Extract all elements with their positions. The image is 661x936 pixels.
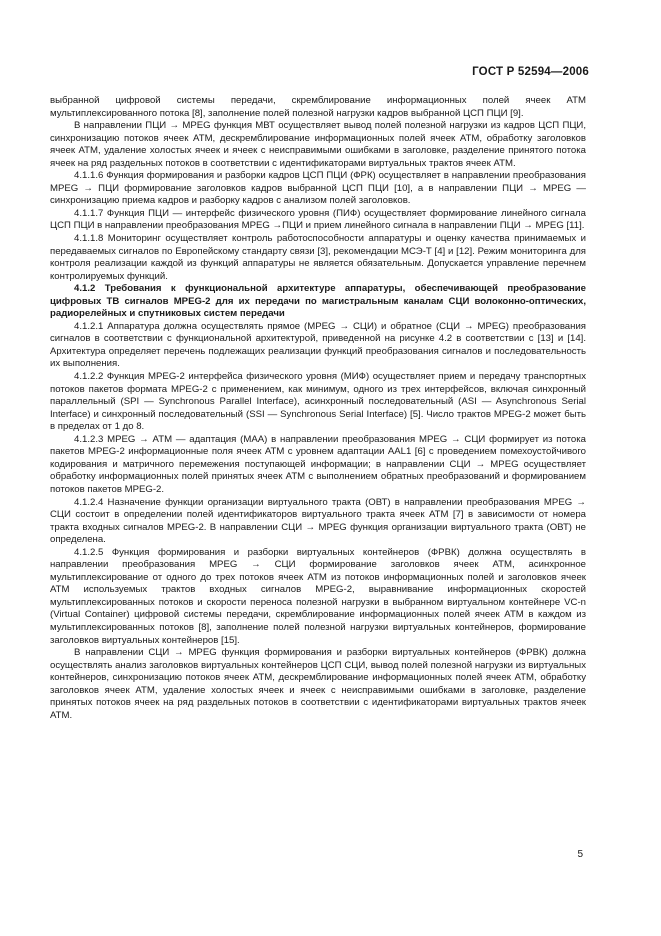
paragraph-4-1-2-3: 4.1.2.3 MPEG → АТМ — адаптация (МАА) в направлении преобразования MPEG → СЦИ формирует из потока пакетов MPEG-2 информационные поля ячеек АТМ с уровнем адаптации AAL1 [6] с проведением помехоустойчивого кодирования и матричного перемежения поступающей информации; в направлении СЦИ → MPEG осуществляет обработку информационных полей принятых ячеек АТМ с выполнением обратных преобразований и формированием потоков пакетов MPEG-2. [50, 433, 586, 495]
paragraph-4-1-2-1: 4.1.2.1 Аппаратура должна осуществлять прямое (MPEG → СЦИ) и обратное (СЦИ → MPEG) преобразования сигналов в соответствии с функциональной архитектурой, приведенной на рисунке 4.2 в соответствии с [13] и [14]. Архитектура определяет перечень подлежащих реализации функций преобразования сигналов и последовательность их выполнения. [50, 320, 586, 370]
paragraph-continuation: выбранной цифровой системы передачи, скремблирование информационных полей ячеек АТМ мультиплексированного потока [8], заполнение полей полезной нагрузки кадров выбранной ЦСП ПЦИ [9]. [50, 95, 586, 119]
paragraph-4-1-1-7: 4.1.1.7 Функция ПЦИ — интерфейс физического уровня (ПИФ) осуществляет формирование линейного сигнала ЦСП ПЦИ в направлении преобразования MPEG →ПЦИ и прием линейного сигнала в направлении ПЦИ → MPEG [11]. [50, 207, 586, 232]
paragraph-pci-to-mpeg: В направлении ПЦИ → MPEG функция МВТ осуществляет вывод полей полезной нагрузки из кадров ЦСП ПЦИ, синхронизацию потоков ячеек АТМ, дескремблирование информационных полей ячеек АТМ, обработку заголовков ячеек АТМ, удаление холостых ячеек и ячеек с неисправимыми ошибками в заголовке, разделение принятого потока ячеек на ряд раздельных потоков в соответствии с идентификаторами виртуальных трактов ячеек АТМ. [50, 120, 586, 169]
standard-header: ГОСТ Р 52594—2006 [472, 66, 589, 78]
page-number: 5 [577, 849, 583, 860]
paragraph-4-1-1-8: 4.1.1.8 Мониторинг осуществляет контроль работоспособности аппаратуры и оценку качества принимаемых и передаваемых сигналов по Европейскому стандарту связи [3], рекомендации МСЭ-Т [4] и [12]. Режим мониторинга для контроля реализации каждой из функций аппаратуры не является обязательным. Допускается управление перечнем контролируемых функций. [50, 233, 586, 282]
section-heading-4-1-2: 4.1.2 Требования к функциональной архитектуре аппаратуры, обеспечивающей преобразование цифровых ТВ сигналов MPEG-2 для их передачи по магистральным каналам СЦИ волоконно-оптических, радиорелейных и спутниковых систем передачи [50, 283, 586, 320]
paragraph-4-1-2-2: 4.1.2.2 Функция MPEG-2 интерфейса физического уровня (МИФ) осуществляет прием и передачу транспортных потоков пакетов формата MPEG-2 с применением, как минимум, одного из трех интерфейсов, включая синхронный параллельный (SPI — Synchronous Parallel Interface), асинхронный последовательный (ASI — Asynchronous Serial Interface) и синхронный последовательный (SSI — Synchronous Serial Interface) [5]. Число трактов MPEG-2 может быть в пределах от 1 до 8. [50, 371, 586, 433]
paragraph-4-1-1-6: 4.1.1.6 Функция формирования и разборки кадров ЦСП ПЦИ (ФРК) осуществляет в направлении преобразования MPEG → ПЦИ формирование заголовков кадров выбранной ЦСП ПЦИ [10], а в направлении ПЦИ → MPEG — синхронизацию приема кадров и разборку кадров с анализом полей заголовков. [50, 170, 586, 207]
paragraph-sci-to-mpeg: В направлении СЦИ → MPEG функция формирования и разборки виртуальных контейнеров (ФРВК) должна осуществлять анализ заголовков виртуальных контейнеров ЦСП СЦИ, вывод полей полезной нагрузки из виртуальных контейнеров, синхронизацию потоков ячеек АТМ, дескремблирование информационных полей ячеек АТМ, обработку заголовков ячеек АТМ, удаление холостых ячеек и ячеек с неисправимыми ошибками в заголовке, разделение принятых потоков ячеек на ряд раздельных потоков в соответствии с идентификаторами виртуальных трактов ячеек АТМ. [50, 647, 586, 721]
document-body [50, 95, 586, 722]
paragraph-4-1-2-4: 4.1.2.4 Назначение функции организации виртуального тракта (ОВТ) в направлении преобразования MPEG → СЦИ состоит в определении полей идентификаторов виртуального тракта ячеек АТМ [7] в зависимости от номера тракта входных сигналов MPEG-2. В направлении СЦИ → MPEG функция организации виртуального тракта (ОВТ) не определена. [50, 496, 586, 546]
paragraph-4-1-2-5: 4.1.2.5 Функция формирования и разборки виртуальных контейнеров (ФРВК) должна осуществлять в направлении преобразования MPEG → СЦИ формирование заголовков ячеек АТМ, асинхронное мультиплексирование от одного до трех потоков ячеек АТМ из потоков информационных полей и заголовков ячеек АТМ используемых трактов входных сигналов MPEG-2, выравнивание информационных скоростей мультиплексированных потоков и скорости переноса полезной нагрузки в выбранном виртуальном контейнере VC-n (Virtual Container) цифровой системы передачи, скремблирование информационных полей ячеек АТМ в каждом из мультиплексированных потоков [8], заполнение полей полезной нагрузки виртуальных контейнеров, формирование заголовков виртуальных контейнеров [15]. [50, 546, 586, 646]
